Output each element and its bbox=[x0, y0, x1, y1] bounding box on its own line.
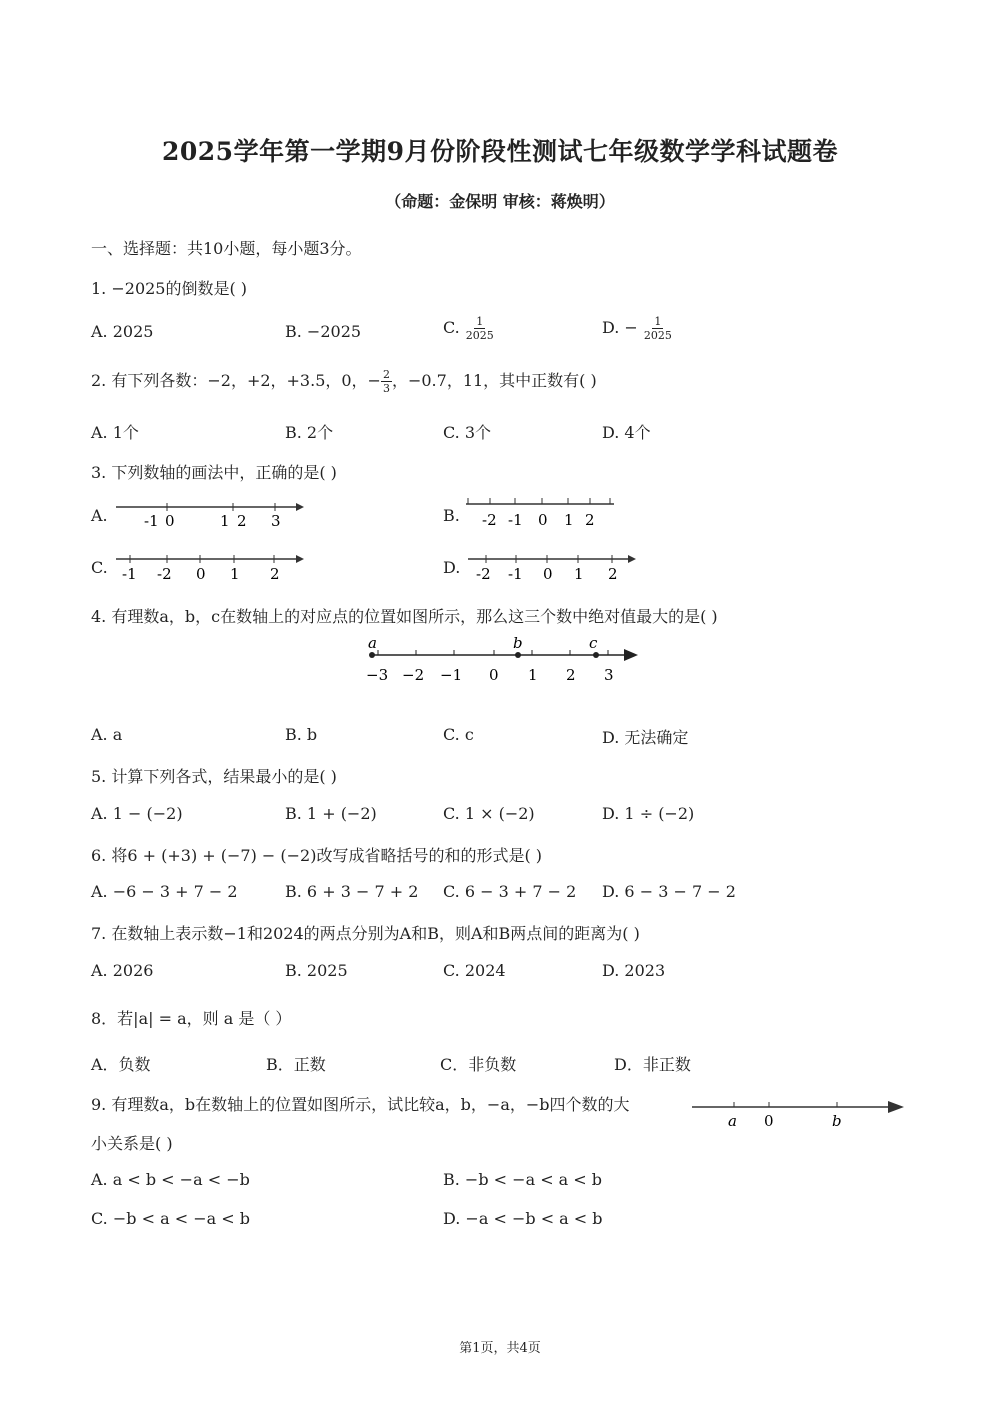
question-4-stem: 4. 有理数a，b，c在数轴上的对应点的位置如图所示，那么这三个数中绝对值最大的是( ) bbox=[91, 607, 718, 626]
axis-arrow bbox=[888, 1101, 904, 1113]
question-1-option-a: A. 2025 bbox=[91, 322, 154, 341]
axis-label: 2 bbox=[585, 511, 595, 529]
page-footer: 第1页，共4页 bbox=[459, 1341, 541, 1356]
question-2-stem bbox=[91, 368, 597, 395]
question-7-stem: 7. 在数轴上表示数−1和2024的两点分别为A和B，则A和B两点间的距离为( ) bbox=[91, 924, 640, 943]
question-1-option-b: B. −2025 bbox=[285, 322, 362, 341]
axis-label: −1 bbox=[440, 666, 463, 684]
question-4-option-d: D. 无法确定 bbox=[602, 728, 689, 747]
axis-label: 1 bbox=[564, 511, 574, 529]
question-9-option-b: B. −b < −a < a < b bbox=[443, 1170, 603, 1189]
question-4-option-a: A. a bbox=[91, 725, 123, 744]
question-5-option-b: B. 1 + (−2) bbox=[285, 804, 377, 823]
axis-arrow bbox=[296, 555, 304, 563]
question-9-option-c: C. −b < a < −a < b bbox=[91, 1209, 250, 1228]
axis-label: −2 bbox=[402, 666, 425, 684]
question-6-option-a: A. −6 − 3 + 7 − 2 bbox=[91, 882, 238, 901]
question-1-stem: 1. −2025的倒数是( ) bbox=[91, 279, 248, 298]
question-1-option-c bbox=[443, 315, 496, 342]
fraction bbox=[642, 315, 674, 342]
fraction-numerator: 1 bbox=[654, 315, 662, 328]
question-2-option-c: C. 3个 bbox=[443, 423, 492, 442]
axis-label: 1 bbox=[230, 565, 240, 583]
question-2-option-d: D. 4个 bbox=[602, 423, 651, 442]
point-b-label: b bbox=[513, 634, 523, 652]
axis-label: 0 bbox=[165, 512, 175, 530]
question-3-axis-d bbox=[464, 550, 644, 586]
question-2-option-b: B. 2个 bbox=[285, 423, 334, 442]
question-2-option-a: A. 1个 bbox=[91, 423, 139, 442]
question-8-stem: 8．若|a| = a，则 a 是（ ） bbox=[91, 1009, 292, 1028]
axis-arrow bbox=[624, 649, 638, 661]
question-4-option-c: C. c bbox=[443, 725, 474, 744]
question-5-option-a: A. 1 − (−2) bbox=[91, 804, 183, 823]
point-c-label: c bbox=[589, 634, 598, 652]
axis-label: -1 bbox=[508, 565, 523, 583]
question-6-stem: 6. 将6 + (+3) + (−7) − (−2)改写成省略括号的和的形式是( ) bbox=[91, 846, 543, 865]
axis-label: -2 bbox=[482, 511, 497, 529]
option-c-prefix: C. bbox=[443, 318, 460, 338]
question-9-stem-line-1: 9. 有理数a，b在数轴上的位置如图所示，试比较a，b，−a，−b四个数的大 bbox=[91, 1095, 630, 1114]
question-8-option-a: A．负数 bbox=[91, 1055, 151, 1074]
question-9-option-d: D. −a < −b < a < b bbox=[443, 1209, 603, 1228]
question-7-option-b: B. 2025 bbox=[285, 961, 348, 980]
axis-label: -2 bbox=[476, 565, 491, 583]
question-7-option-c: C. 2024 bbox=[443, 961, 506, 980]
fraction bbox=[381, 368, 392, 395]
axis-label: 1 bbox=[220, 512, 230, 530]
axis-label: 1 bbox=[574, 565, 584, 583]
axis-label: −3 bbox=[366, 666, 389, 684]
question-5-stem: 5. 计算下列各式，结果最小的是( ) bbox=[91, 767, 337, 786]
question-3-axis-c bbox=[112, 550, 312, 586]
axis-label: 2 bbox=[270, 565, 280, 583]
question-3-axis-a bbox=[112, 498, 312, 534]
fraction bbox=[464, 315, 496, 342]
question-5-option-c: C. 1 × (−2) bbox=[443, 804, 535, 823]
fraction-denominator: 2025 bbox=[465, 329, 494, 343]
axis-label: 0 bbox=[489, 666, 499, 684]
question-8-option-b: B．正数 bbox=[266, 1055, 326, 1074]
question-9-stem-line-2: 小关系是( ) bbox=[91, 1134, 173, 1153]
point-a-dot bbox=[369, 652, 375, 658]
axis-label: -1 bbox=[508, 511, 523, 529]
page-subtitle: （命题：金保明 审核：蒋焕明） bbox=[385, 192, 615, 211]
question-1-option-d bbox=[602, 315, 674, 342]
axis-label: 3 bbox=[604, 666, 614, 684]
option-d-prefix: D. − bbox=[602, 318, 638, 338]
question-5-option-d: D. 1 ÷ (−2) bbox=[602, 804, 695, 823]
question-6-option-d: D. 6 − 3 − 7 − 2 bbox=[602, 882, 736, 901]
question-3-stem: 3. 下列数轴的画法中，正确的是( ) bbox=[91, 463, 337, 482]
axis-arrow bbox=[296, 503, 304, 511]
axis-label: 1 bbox=[528, 666, 538, 684]
question-7-option-d: D. 2023 bbox=[602, 961, 666, 980]
point-c-dot bbox=[593, 652, 599, 658]
fraction-numerator: 1 bbox=[476, 315, 484, 328]
point-b-dot bbox=[515, 652, 521, 658]
question-9-option-a: A. a < b < −a < −b bbox=[91, 1170, 250, 1189]
question-8-option-d: D．非正数 bbox=[614, 1055, 691, 1074]
axis-label: 0 bbox=[196, 565, 206, 583]
axis-label: 2 bbox=[608, 565, 618, 583]
axis-label: -1 bbox=[144, 512, 159, 530]
axis-label: 0 bbox=[543, 565, 553, 583]
fraction-numerator: 2 bbox=[382, 368, 390, 381]
axis-label: 0 bbox=[764, 1112, 774, 1130]
question-4-number-line bbox=[360, 632, 650, 688]
question-3-axis-b bbox=[460, 492, 625, 532]
axis-label: 3 bbox=[271, 512, 281, 530]
question-3-option-d: D. bbox=[443, 558, 461, 577]
axis-label: -1 bbox=[122, 565, 137, 583]
question-7-option-a: A. 2026 bbox=[91, 961, 154, 980]
page-title: 2025学年第一学期9月份阶段性测试七年级数学学科试题卷 bbox=[162, 137, 838, 166]
stem-before: 2. 有下列各数：−2，+2，+3.5，0，− bbox=[91, 371, 381, 391]
question-3-option-b: B. bbox=[443, 506, 460, 525]
axis-label: 0 bbox=[538, 511, 548, 529]
point-a-label: a bbox=[368, 634, 377, 652]
stem-after: ，−0.7，11，其中正数有( ) bbox=[391, 371, 597, 391]
axis-label: -2 bbox=[157, 565, 172, 583]
axis-label: 2 bbox=[237, 512, 247, 530]
section-heading: 一、选择题：共10小题，每小题3分。 bbox=[91, 239, 362, 258]
question-6-option-c: C. 6 − 3 + 7 − 2 bbox=[443, 882, 577, 901]
question-3-option-a: A. bbox=[91, 506, 108, 525]
axis-arrow bbox=[628, 555, 636, 563]
axis-label: b bbox=[832, 1112, 842, 1130]
fraction-denominator: 2025 bbox=[643, 329, 672, 343]
axis-label: a bbox=[728, 1112, 737, 1130]
question-4-option-b: B. b bbox=[285, 725, 318, 744]
question-9-number-line bbox=[688, 1092, 910, 1132]
question-3-option-c: C. bbox=[91, 558, 108, 577]
question-6-option-b: B. 6 + 3 − 7 + 2 bbox=[285, 882, 419, 901]
axis-label: 2 bbox=[566, 666, 576, 684]
fraction-denominator: 3 bbox=[382, 382, 390, 396]
question-8-option-c: C．非负数 bbox=[440, 1055, 517, 1074]
